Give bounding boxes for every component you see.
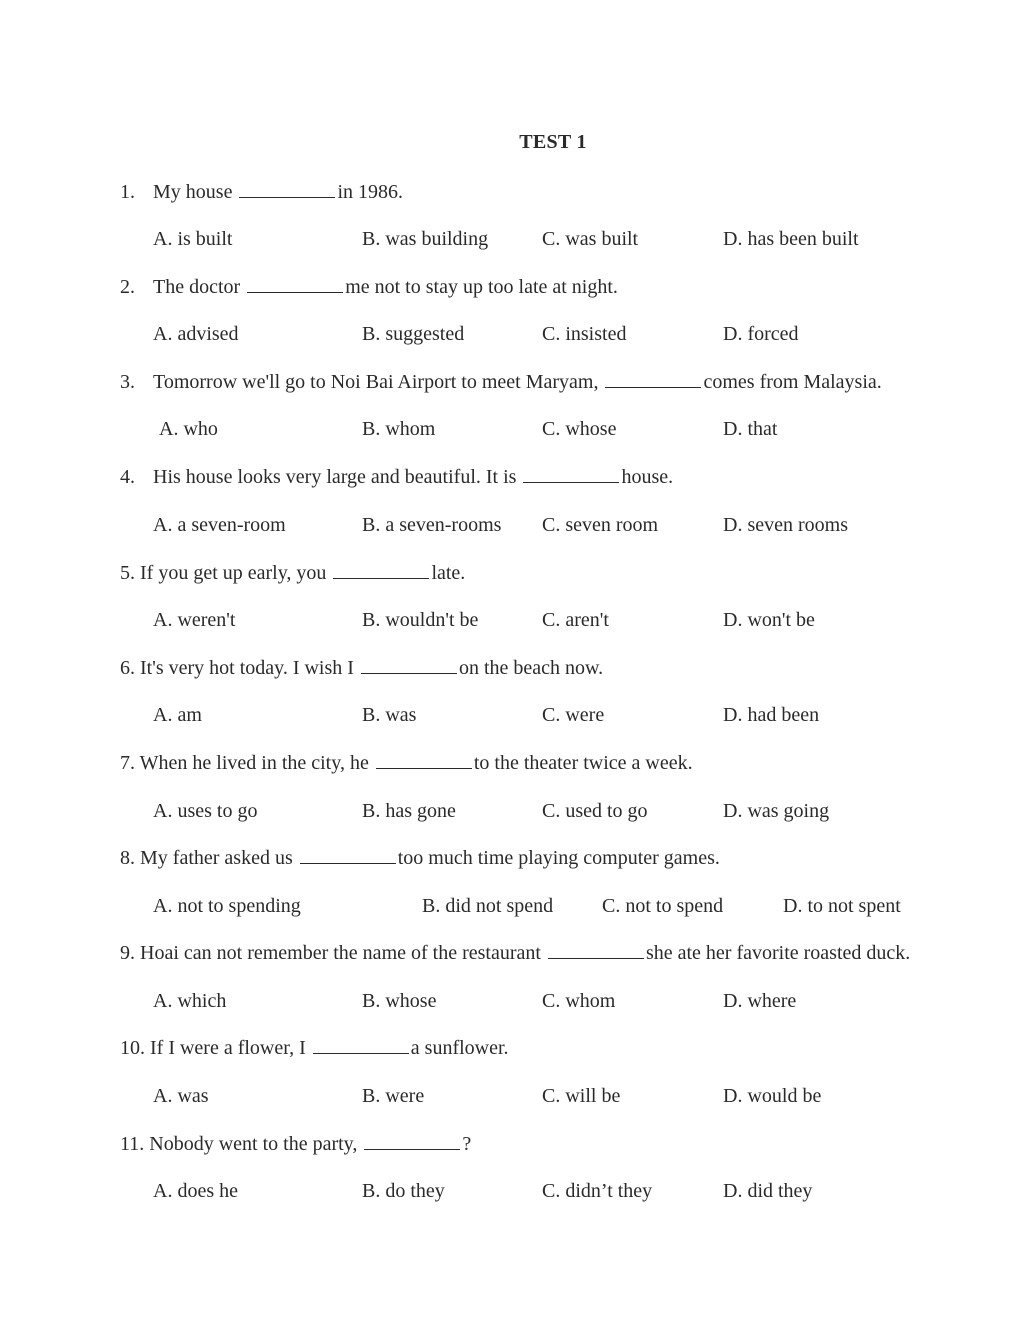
option-d[interactable]: D. to not spent	[783, 895, 901, 917]
question-3	[120, 370, 882, 394]
question-text-before: My house	[153, 181, 233, 203]
question-4	[120, 465, 673, 489]
question-number: 8.	[120, 847, 135, 869]
option-c[interactable]: C. insisted	[542, 323, 627, 345]
question-text-before: Tomorrow we'll go to Noi Bai Airport to meet Maryam,	[153, 371, 599, 393]
option-b[interactable]: B. did not spend	[422, 895, 554, 917]
test-title: TEST 1	[519, 131, 587, 153]
question-number: 3.	[120, 371, 135, 393]
question-number: 5.	[120, 562, 135, 584]
option-c[interactable]: C. not to spend	[602, 895, 724, 917]
answer-blank[interactable]	[364, 1133, 460, 1150]
question-text-before: Nobody went to the party,	[149, 1133, 358, 1155]
question-text-after: she ate her favorite roasted duck.	[645, 942, 911, 964]
option-a[interactable]: A. a seven-room	[153, 514, 286, 536]
option-b[interactable]: B. suggested	[362, 323, 465, 345]
question-number: 2.	[120, 276, 135, 298]
question-6	[120, 656, 603, 680]
option-d[interactable]: D. was going	[723, 800, 830, 822]
question-text-after: ?	[462, 1133, 472, 1155]
question-5	[120, 561, 465, 585]
option-b[interactable]: B. has gone	[362, 800, 456, 822]
option-a[interactable]: A. weren't	[153, 609, 236, 631]
answer-blank[interactable]	[361, 657, 457, 674]
answer-blank[interactable]	[548, 942, 644, 959]
option-c[interactable]: C. were	[542, 704, 605, 726]
question-2	[120, 275, 618, 299]
question-text-after: in 1986.	[337, 181, 404, 203]
question-text-after: me not to stay up too late at night.	[345, 276, 618, 298]
question-11	[120, 1132, 471, 1156]
option-b[interactable]: B. a seven-rooms	[362, 514, 502, 536]
question-text-after: too much time playing computer games.	[397, 847, 720, 869]
question-text-before: Hoai can not remember the name of the restaurant	[140, 942, 541, 964]
option-d[interactable]: D. had been	[723, 704, 820, 726]
question-number: 6.	[120, 657, 135, 679]
option-d[interactable]: D. seven rooms	[723, 514, 848, 536]
answer-blank[interactable]	[333, 562, 429, 579]
answer-blank[interactable]	[239, 181, 335, 198]
option-d[interactable]: D. that	[723, 418, 778, 440]
question-10	[120, 1036, 509, 1060]
option-a[interactable]: A. advised	[153, 323, 239, 345]
option-a[interactable]: A. not to spending	[153, 895, 301, 917]
question-text-before: His house looks very large and beautiful. It is	[153, 466, 517, 488]
option-a[interactable]: A. uses to go	[153, 800, 258, 822]
option-a[interactable]: A. which	[153, 990, 227, 1012]
option-d[interactable]: D. has been built	[723, 228, 859, 250]
question-text-before: The doctor	[153, 276, 241, 298]
option-b[interactable]: B. whose	[362, 990, 437, 1012]
question-text-before: It's very hot today. I wish I	[140, 657, 354, 679]
option-c[interactable]: C. whose	[542, 418, 617, 440]
answer-blank[interactable]	[376, 752, 472, 769]
option-b[interactable]: B. whom	[362, 418, 436, 440]
option-a[interactable]: A. am	[153, 704, 202, 726]
option-a[interactable]: A. is built	[153, 228, 233, 250]
question-9	[120, 941, 910, 965]
answer-blank[interactable]	[247, 276, 343, 293]
answer-blank[interactable]	[300, 847, 396, 864]
option-b[interactable]: B. was	[362, 704, 417, 726]
question-8	[120, 846, 720, 870]
question-number: 10.	[120, 1037, 145, 1059]
question-number: 4.	[120, 466, 135, 488]
question-text-before: If you get up early, you	[140, 562, 327, 584]
option-c[interactable]: C. will be	[542, 1085, 621, 1107]
option-d[interactable]: D. where	[723, 990, 797, 1012]
option-a[interactable]: A. who	[159, 418, 218, 440]
question-number: 11.	[120, 1133, 145, 1155]
question-text-before: When he lived in the city, he	[139, 752, 369, 774]
option-d[interactable]: D. forced	[723, 323, 799, 345]
option-b[interactable]: B. was building	[362, 228, 489, 250]
answer-blank[interactable]	[523, 466, 619, 483]
option-c[interactable]: C. didn’t they	[542, 1180, 653, 1202]
option-c[interactable]: C. whom	[542, 990, 616, 1012]
question-text-before: My father asked us	[140, 847, 293, 869]
answer-blank[interactable]	[313, 1037, 409, 1054]
question-text-after: late.	[431, 562, 466, 584]
option-a[interactable]: A. does he	[153, 1180, 238, 1202]
option-b[interactable]: B. do they	[362, 1180, 445, 1202]
question-number: 7.	[120, 752, 135, 774]
question-text-after: comes from Malaysia.	[703, 371, 882, 393]
option-b[interactable]: B. wouldn't be	[362, 609, 479, 631]
option-c[interactable]: C. was built	[542, 228, 639, 250]
question-text-after: to the theater twice a week.	[473, 752, 693, 774]
option-d[interactable]: D. won't be	[723, 609, 815, 631]
question-7	[120, 751, 693, 775]
question-text-before: If I were a flower, I	[150, 1037, 306, 1059]
question-text-after: on the beach now.	[458, 657, 604, 679]
question-text-after: house.	[621, 466, 674, 488]
option-c[interactable]: C. aren't	[542, 609, 609, 631]
question-number: 1.	[120, 181, 135, 203]
option-c[interactable]: C. used to go	[542, 800, 648, 822]
option-c[interactable]: C. seven room	[542, 514, 659, 536]
option-d[interactable]: D. did they	[723, 1180, 813, 1202]
option-b[interactable]: B. were	[362, 1085, 425, 1107]
option-d[interactable]: D. would be	[723, 1085, 822, 1107]
question-number: 9.	[120, 942, 135, 964]
option-a[interactable]: A. was	[153, 1085, 209, 1107]
question-1	[120, 180, 403, 204]
answer-blank[interactable]	[605, 371, 701, 388]
question-text-after: a sunflower.	[410, 1037, 509, 1059]
